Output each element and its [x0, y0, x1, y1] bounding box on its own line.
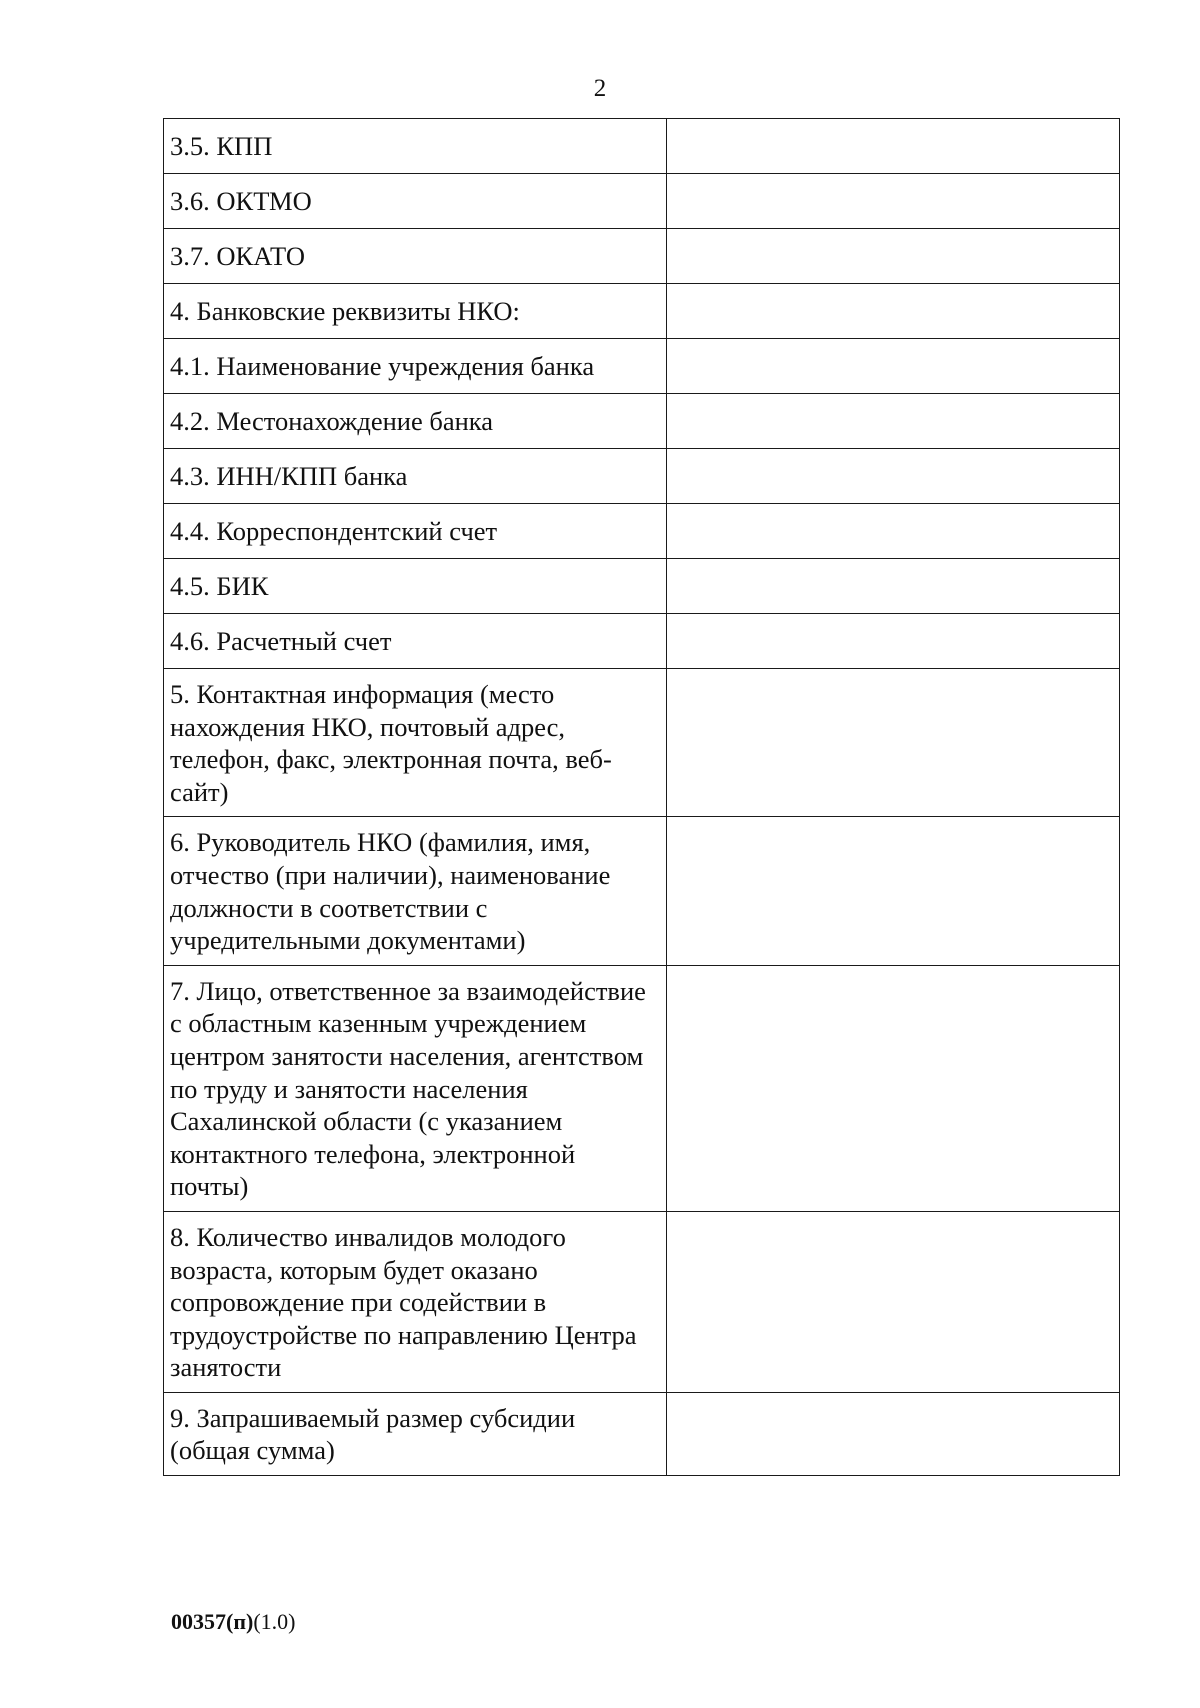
row-value-field[interactable]	[666, 669, 1119, 817]
row-label: 3.5. КПП	[164, 119, 667, 174]
row-value-field[interactable]	[666, 174, 1119, 229]
row-label: 6. Руководитель НКО (фамилия, имя, отчество (при наличии), наименование должности в соответствии с учредительными документами)	[164, 817, 667, 965]
row-label: 4.6. Расчетный счет	[164, 614, 667, 669]
row-label: 4.3. ИНН/КПП банка	[164, 449, 667, 504]
table-row-head-of-nko	[164, 817, 1120, 965]
row-value-field[interactable]	[666, 965, 1119, 1211]
row-label: 3.7. ОКАТО	[164, 229, 667, 284]
row-value-field[interactable]	[666, 394, 1119, 449]
table-row-responsible-person	[164, 965, 1120, 1211]
document-code-number: 00357(п)	[171, 1609, 254, 1634]
table-row-bik	[164, 559, 1120, 614]
row-value-field[interactable]	[666, 614, 1119, 669]
document-code-version: (1.0)	[253, 1609, 296, 1634]
row-value-field[interactable]	[666, 504, 1119, 559]
application-form-table	[163, 118, 1120, 1476]
row-value-field[interactable]	[666, 119, 1119, 174]
table-row-okato	[164, 229, 1120, 284]
table-row-disabled-youth-count	[164, 1211, 1120, 1392]
row-value-field[interactable]	[666, 817, 1119, 965]
row-label: 8. Количество инвалидов молодого возраста, которым будет оказано сопровождение при содействии в трудоустройстве по направлению Центра занятости	[164, 1211, 667, 1392]
row-label: 4.2. Местонахождение банка	[164, 394, 667, 449]
table-row-settlement-account	[164, 614, 1120, 669]
table-row-bank-inn-kpp	[164, 449, 1120, 504]
row-label: 4.5. БИК	[164, 559, 667, 614]
row-label: 7. Лицо, ответственное за взаимодействие с областным казенным учреждением центром занятости населения, агентством по труду и занятости населения Сахалинской области (с указанием контактного телефона, электронной почты)	[164, 965, 667, 1211]
table-row-correspondent-account	[164, 504, 1120, 559]
row-label: 9. Запрашиваемый размер субсидии (общая сумма)	[164, 1392, 667, 1475]
row-value-field[interactable]	[666, 229, 1119, 284]
row-label: 4. Банковские реквизиты НКО:	[164, 284, 667, 339]
row-value-field[interactable]	[666, 559, 1119, 614]
table-row-bank-location	[164, 394, 1120, 449]
page-number: 2	[593, 75, 607, 102]
row-value-field[interactable]	[666, 449, 1119, 504]
table-row-kpp	[164, 119, 1120, 174]
row-value-field[interactable]	[666, 339, 1119, 394]
row-label: 5. Контактная информация (место нахождения НКО, почтовый адрес, телефон, факс, электронная почта, веб-сайт)	[164, 669, 667, 817]
document-code	[171, 1608, 295, 1636]
table-row-bank-name	[164, 339, 1120, 394]
table-row-oktmo	[164, 174, 1120, 229]
row-label: 4.1. Наименование учреждения банка	[164, 339, 667, 394]
row-value-field[interactable]	[666, 284, 1119, 339]
row-value-field[interactable]	[666, 1392, 1119, 1475]
table-row-subsidy-amount	[164, 1392, 1120, 1475]
row-label: 3.6. ОКТМО	[164, 174, 667, 229]
row-label: 4.4. Корреспондентский счет	[164, 504, 667, 559]
table-row-bank-details	[164, 284, 1120, 339]
row-value-field[interactable]	[666, 1211, 1119, 1392]
table-row-contact-info	[164, 669, 1120, 817]
